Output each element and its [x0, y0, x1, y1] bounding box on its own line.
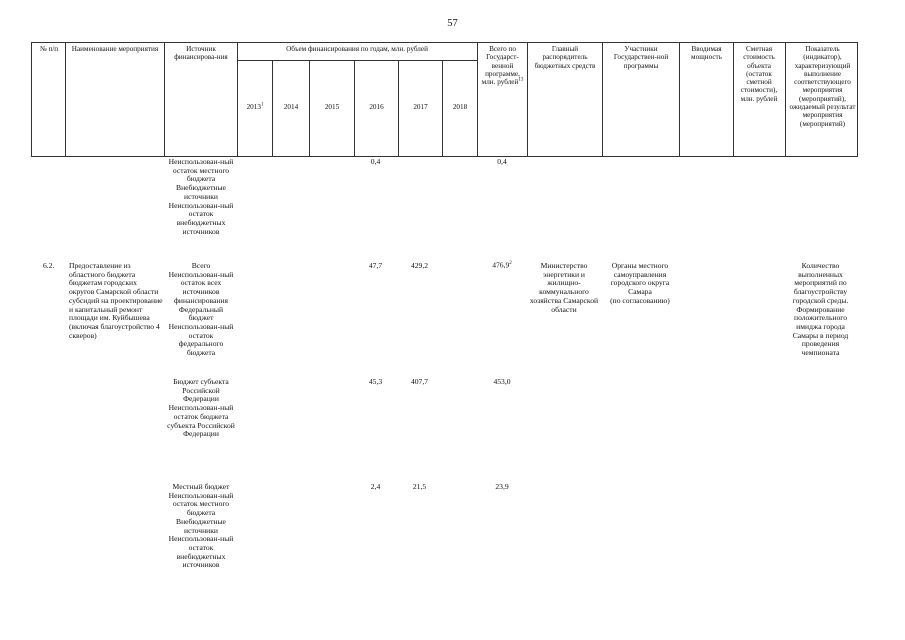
header-total: Всего по Государст-венной программе, млн. рублей$^{13}$	[481, 45, 524, 87]
source-text: Неиспользован-ный остаток федерального бюджета	[168, 321, 234, 358]
header-year-2016: 2016	[369, 103, 384, 111]
header-year-2017: 2017	[413, 103, 428, 111]
value-2016: 2,4	[370, 482, 381, 491]
source-text: Неиспользован-ный остаток внебюджетных источников	[168, 534, 234, 570]
header-number: № п/п	[39, 45, 59, 53]
source-text: Неиспользован-ный остаток местного бюджета	[168, 490, 234, 518]
source-text: Внебюджетные источники	[176, 516, 226, 535]
header-year-2015: 2015	[324, 103, 340, 111]
col-divider	[785, 43, 786, 156]
funding-group-divider	[237, 60, 477, 61]
source-text: Внебюджетные источники	[176, 183, 226, 201]
header-funding-group: Объем финансирования по годам, млн. рублей	[286, 45, 428, 53]
col-divider	[602, 43, 603, 156]
header-cost: Сметная стоимость объекта (остаток сметной стоимости), млн. рублей	[740, 45, 778, 103]
col-divider	[477, 43, 478, 156]
col-divider	[527, 43, 528, 156]
source-text: Неиспользован-ный остаток внебюджетных источников	[168, 200, 234, 236]
value-2017: 407,7	[410, 377, 429, 386]
source-cell	[166, 378, 236, 439]
participants-text: Органы местного самоуправления городского округа Самара	[610, 261, 670, 297]
col-divider	[65, 43, 66, 156]
value-total: 453,0	[493, 377, 511, 386]
source-cell	[166, 158, 236, 236]
header-year-2018: 2018	[452, 103, 468, 111]
page-number: 57	[447, 18, 458, 29]
value-2016: 0,4	[370, 157, 381, 166]
source-cell	[166, 262, 236, 358]
table-header	[31, 42, 858, 157]
header-source: Источник финансирова-ния	[174, 45, 228, 62]
source-text: Всего	[191, 261, 211, 270]
source-text: Федеральный бюджет	[178, 304, 224, 323]
header-year-2014: 2014	[283, 103, 299, 111]
source-text: Неиспользован-ный остаток местного бюджета	[168, 157, 234, 184]
value-2016: 47,7	[368, 261, 383, 270]
value-total: 476,9$^2$	[492, 260, 512, 270]
value-total: 0,4	[497, 157, 507, 166]
source-text: Неиспользован-ный остаток всех источников финансирования	[168, 269, 234, 305]
header-year-2013: 2013$^1$	[246, 102, 264, 111]
source-text: Неиспользован-ный остаток бюджета субъекта Российской Федерации	[167, 403, 235, 439]
item-number: 6.2.	[43, 261, 55, 270]
participants-cell	[602, 262, 678, 306]
indicator-cell: Количество выполненных мероприятий по благоустройству городской среды. Формирование положительного имиджа города Самары в период проведения чемпионата	[792, 261, 849, 358]
participants-note: (по согласованию)	[610, 295, 670, 305]
header-manager: Главный распорядитель бюджетных средств	[534, 45, 596, 70]
source-text: Местный бюджет	[172, 482, 230, 491]
value-2017: 21,5	[412, 482, 427, 491]
manager-cell: Министерство энергетики и жилищно-коммунального хозяйства Самарской области	[529, 261, 599, 314]
value-2017: 429,2	[410, 261, 429, 270]
header-indicator: Показатель (индикатор), характеризующий выполнение соответствующего мероприятия (мероприятий), ожидаемый результат мероприятия (мероприятий)	[789, 45, 856, 128]
value-total: 23,9	[495, 482, 509, 491]
col-divider	[679, 43, 680, 156]
header-name: Наименование мероприятия	[71, 45, 159, 53]
header-capacity: Вводимая мощность	[691, 45, 722, 62]
header-participants: Участники Государствен-ной программы	[613, 45, 669, 70]
value-2016: 45,3	[368, 377, 383, 386]
col-divider	[164, 43, 165, 156]
source-text: Бюджет субъекта Российской Федерации	[173, 377, 229, 404]
item-name: Предоставление из областного бюджета бюджетам городских округов Самарской области субсидий на проектирование и капитальный ремонт площади им. Куйбышева (включая благоустройство 4 скверов)	[69, 261, 163, 340]
source-cell	[166, 483, 236, 570]
